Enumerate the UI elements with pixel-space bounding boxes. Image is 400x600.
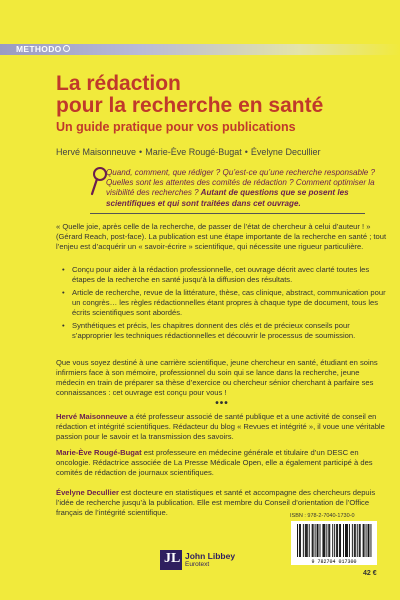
bio-author-1: Hervé Maisonneuve a été professeur associé de santé publique et a une activité de conseil en rédaction et intégrité scientifiques. Rédacteur du blog « Revues et intégrité », il voue une véritable passion pour le savoir et la transmission des savoirs.: [56, 412, 385, 441]
author-separator-1: •: [139, 147, 143, 157]
author-1: Hervé Maisonneuve: [56, 147, 137, 157]
bio-author-3: Évelyne Decullier est docteure en statistiques et santé et accompagne des chercheurs depuis l’idée de recherche jusqu’à la publication. Elle est membre du Conseil d’orientation de l’Office français de l’intégrité scientifique.: [56, 488, 376, 517]
author-2: Marie-Ève Rougé-Bugat: [145, 147, 242, 157]
price-label: 42 €: [363, 570, 377, 577]
publisher-logo: [160, 550, 260, 572]
series-dot-icon: [63, 45, 70, 52]
title-line-1: La rédaction: [56, 72, 181, 95]
author-separator-2: •: [244, 147, 248, 157]
book-title: [56, 73, 386, 117]
barcode-digits: 9 782704 017300: [311, 559, 357, 565]
publisher-mark-icon: JL: [160, 550, 182, 570]
intro-text: [106, 168, 386, 209]
bio-author-2: Marie-Ève Rougé-Bugat est professeure en médecine générale et titulaire d’un DESC en oncologie. Rédactrice associée de La Presse Médicale Open, elle a également participé à des comités de rédaction de journaux scientifiques.: [56, 448, 373, 477]
bio-name-1: Hervé Maisonneuve: [56, 412, 128, 421]
feature-list: [62, 265, 388, 344]
bio-name-3: Évelyne Decullier: [56, 488, 119, 497]
author-3: Évelyne Decullier: [250, 147, 321, 157]
bio-name-2: Marie-Ève Rougé-Bugat: [56, 448, 142, 457]
publisher-name: John Libbey: [185, 551, 236, 561]
section-divider: •••: [215, 398, 229, 409]
intro-conclusion: Autant de questions que se posent les scientifiques et qui sont traitées dans cet ouvrage.: [106, 188, 349, 208]
intro-divider: [90, 213, 365, 214]
book-subtitle: Un guide pratique pour vos publications: [56, 120, 296, 134]
series-label: METHODO: [16, 44, 70, 55]
body-paragraph-2: Que vous soyez destiné à une carrière scientifique, jeune chercheur en santé, étudiant en soins infirmiers face à son mémoire, professionnel du soin qui se lance dans la recherche, jeune médecin en train de préparer sa thèse d’exercice ou chercheur sénior cherchant à parfaire ses connaissances : cet ouvrage est conçu pour vous !: [56, 358, 378, 397]
intro-questions: Quand, comment, que rédiger ? Qu’est-ce qu’une recherche responsable ? Quelles sont les attentes des comités de rédaction ? Comment optimiser la visibilité des recherches ?: [106, 168, 376, 198]
feature-item-2: • Article de recherche, revue de la littérature, thèse, cas clinique, abstract, communication pour un congrès… les règles rédactionnelles étant propres à chaque type de document, tous les écrits scientifiques sont abordés.: [62, 288, 388, 318]
feature-item-3: • Synthétiques et précis, les chapitres donnent des clés et de précieux conseils pour s’approprier les techniques rédactionnelles et découvrir le processus de soumission.: [62, 321, 388, 341]
author-list: [56, 147, 396, 157]
title-line-2: pour la recherche en santé: [56, 94, 324, 117]
publisher-imprint: Eurotext: [185, 561, 210, 568]
feature-item-1: • Conçu pour aider à la rédaction professionnelle, cet ouvrage décrit avec clarté toutes les étapes de la recherche en santé jusqu’à la diffusion des résultats.: [62, 265, 388, 285]
isbn-label: ISBN : 978-2-7040-1730-0: [290, 513, 355, 519]
barcode-icon: [291, 521, 377, 565]
body-paragraph-1: « Quelle joie, après celle de la recherche, de passer de l’état de chercheur à celui d’auteur ! » (Gérard Reach, post-face). La publication est une étape importante de la recherche en santé ; tout l’enjeu est d’acquérir un « savoir-écrire » scientifique, qui nécessite une rigueur particulière.: [56, 222, 387, 251]
